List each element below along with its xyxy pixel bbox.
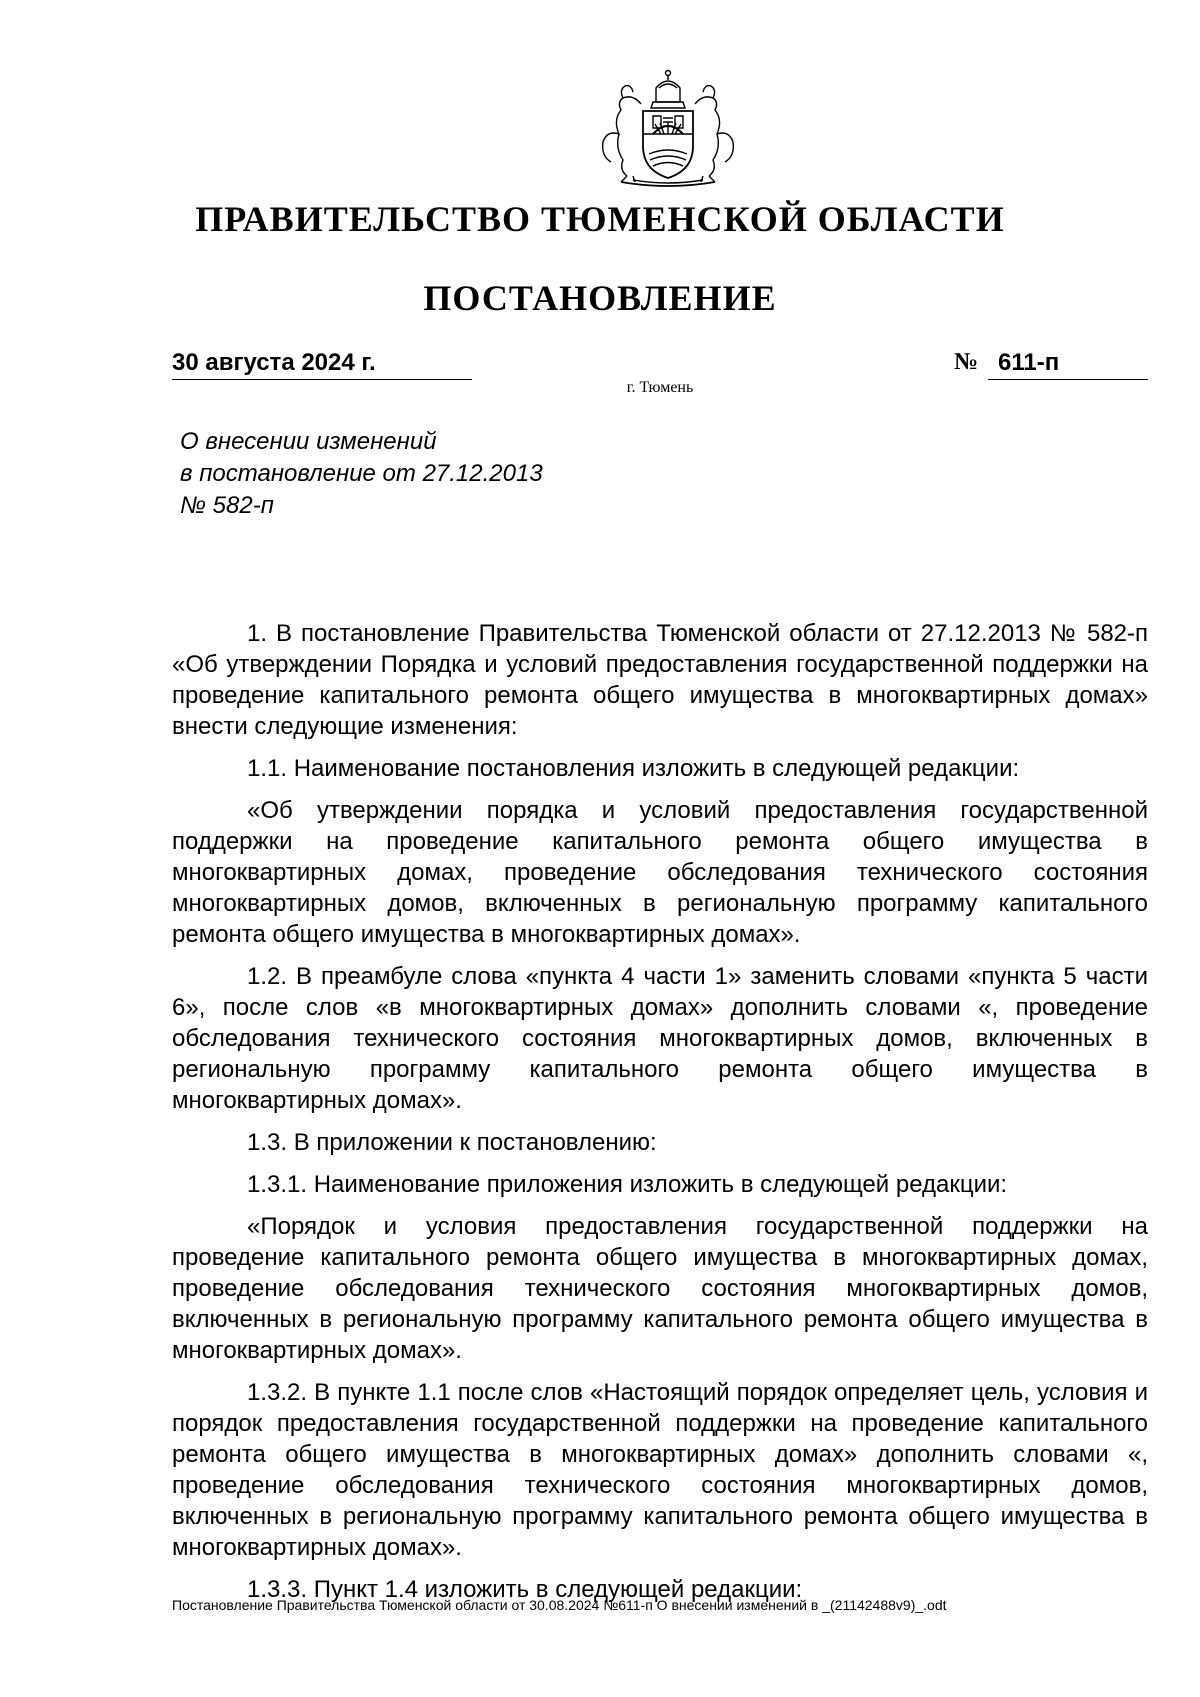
document-date-value: 30 августа 2024 г. (172, 349, 376, 376)
body-paragraph: 1.2. В преамбуле слова «пункта 4 части 1» заменить словами «пункта 5 части 6», после слов «в многоквартирных домах» дополнить словами «, проведение обследования технического состояния многоквартирных домов, включенных в региональную программу капитального ремонта общего имущества в многоквартирных домах». (172, 963, 1148, 1114)
body-paragraph: 1.1. Наименование постановления изложить в следующей редакции: (247, 755, 1020, 782)
number-sign: № (954, 349, 979, 375)
document-number-field (988, 346, 1148, 380)
document-number (954, 346, 1148, 379)
body-paragraph: 1.3.2. В пункте 1.1 после слов «Настоящий порядок определяет цель, условия и порядок предоставления государственной поддержки на проведение капитального ремонта общего имущества в многоквартирных домах» дополнить словами «, проведение обследования технического состояния многоквартирных домов, включенных в региональную программу капитального ремонта общего имущества в многоквартирных домах». (172, 1379, 1148, 1561)
body-paragraph: 1. В постановление Правительства Тюменской области от 27.12.2013 № 582-п «Об утверждении Порядка и условий предоставления государственной поддержки на проведение капитального ремонта общего имущества в многоквартирных домах» внести следующие изменения: (172, 620, 1148, 740)
document-type: ПОСТАНОВЛЕНИЕ (423, 278, 777, 318)
document-city: г. Тюмень (626, 379, 694, 396)
subject-line: О внесении изменений (180, 428, 437, 455)
body-paragraph: «Об утверждении порядка и условий предоставления государственной поддержки на проведение капитального ремонта общего имущества в многоквартирных домах, проведение обследования технического состояния многоквартирных домов, включенных в региональную программу капитального ремонта общего имущества в многоквартирных домах». (172, 797, 1148, 948)
document-body (172, 618, 1148, 1616)
government-title: ПРАВИТЕЛЬСТВО ТЮМЕНСКОЙ ОБЛАСТИ (195, 199, 1005, 239)
body-paragraph: 1.3. В приложении к постановлению: (247, 1129, 657, 1156)
document-number-value: 611-п (998, 349, 1060, 376)
body-paragraph: 1.3.1. Наименование приложения изложить в следующей редакции: (247, 1171, 1008, 1198)
body-paragraph: 1.3.3. Пункт 1.4 изложить в следующей редакции: (247, 1576, 803, 1603)
subject-line: в постановление от 27.12.2013 (180, 460, 543, 487)
subject-line: № 582-п (180, 492, 274, 519)
document-date (172, 346, 472, 380)
coat-of-arms-icon (593, 64, 743, 189)
page-footer: Постановление Правительства Тюменской области от 30.08.2024 №611-п О внесении изменений в _(21142488v9)_.odt (172, 1597, 947, 1613)
body-paragraph: «Порядок и условия предоставления государственной поддержки на проведение капитального ремонта общего имущества в многоквартирных домах, проведение обследования технического состояния многоквартирных домов, включенных в региональную программу капитального ремонта общего имущества в многоквартирных домах». (172, 1213, 1148, 1364)
document-subject (180, 426, 543, 522)
